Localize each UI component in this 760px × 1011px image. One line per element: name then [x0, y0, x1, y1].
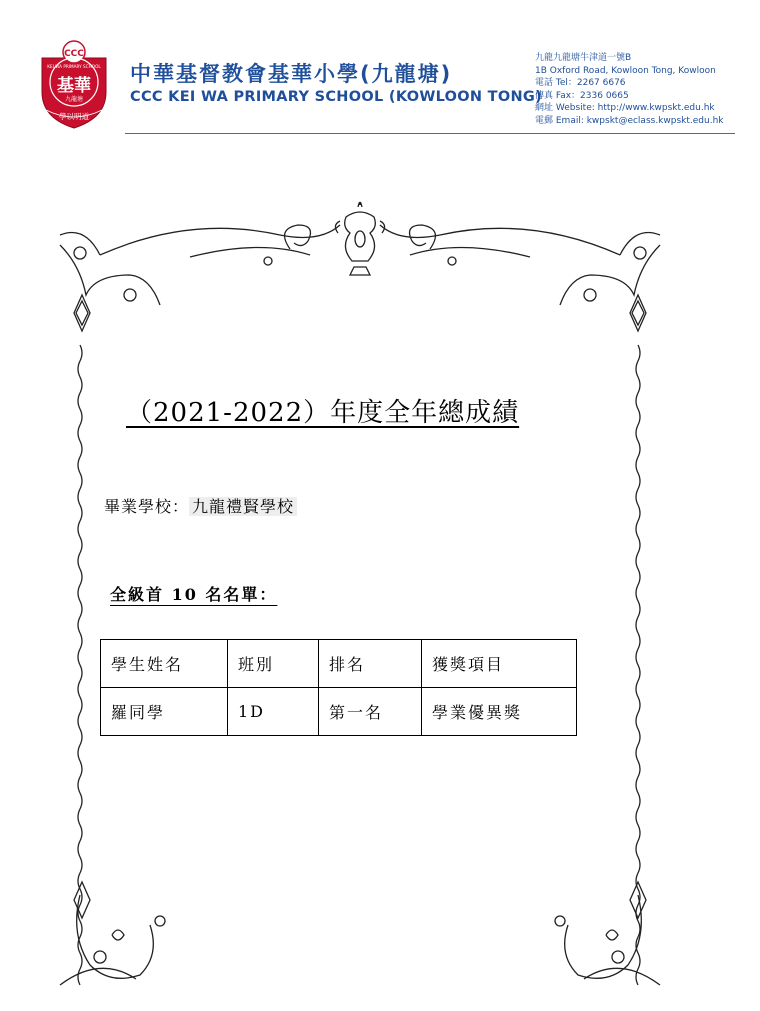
header-rank: 排名	[319, 640, 422, 688]
header-student-name: 學生姓名	[101, 640, 228, 688]
address-en: 1B Oxford Road, Kowloon Tong, Kowloon	[535, 65, 716, 76]
address-cn: 九龍九龍塘牛津道一號B	[535, 53, 632, 63]
website: 網址 Website: http://www.kwpskt.edu.hk	[535, 103, 715, 114]
logo-motto: 學以明道	[59, 112, 89, 121]
fax: 傳真 Fax：2336 0665	[535, 90, 629, 101]
tel: 電話 Tel：2267 6676	[535, 78, 626, 89]
header-class: 班別	[228, 640, 319, 688]
cell-rank: 第一名	[319, 688, 422, 736]
contact-block	[535, 52, 724, 128]
logo-top-text: CCC	[64, 49, 84, 59]
report-title: （2021-2022）年度全年總成績	[126, 398, 520, 428]
school-name-en: CCC KEI WA PRIMARY SCHOOL (KOWLOON TONG)	[130, 89, 543, 105]
cell-award: 學業優異獎	[422, 688, 577, 736]
logo-sub-text: 九龍塘	[64, 96, 84, 103]
logo-main-chars: 基華	[57, 76, 91, 96]
cell-student-name: 羅同學	[101, 688, 228, 736]
school-name-cn: 中華基督教會基華小學(九龍塘)	[130, 62, 453, 86]
letterhead	[0, 0, 760, 140]
graduate-school-value: 九龍禮賢學校	[189, 497, 297, 516]
top10-heading: 全級首 10 名名單：	[110, 585, 278, 604]
results-table	[100, 639, 577, 736]
graduate-school-line	[104, 494, 297, 517]
school-logo	[38, 38, 110, 130]
cell-class: 1D	[228, 688, 319, 736]
graduate-school-label: 畢業學校：	[104, 497, 190, 516]
email: 電郵 Email: kwpskt@eclass.kwpskt.edu.hk	[535, 115, 724, 126]
logo-ring-text: KEI WA PRIMARY SCHOOL	[47, 64, 101, 69]
table-header-row	[101, 640, 577, 688]
header-award: 獲獎項目	[422, 640, 577, 688]
table-row	[101, 688, 577, 736]
header-divider	[125, 133, 735, 134]
